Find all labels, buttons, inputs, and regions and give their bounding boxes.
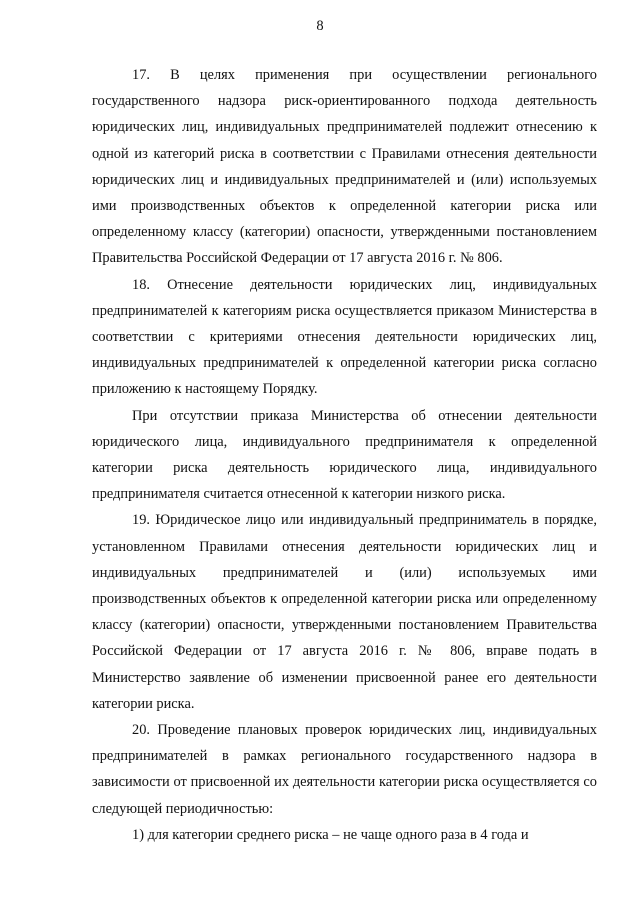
paragraph-17: 17. В целях применения при осуществлении регионального государственного надзора риск-ориентированного подхода деятельность юридических лиц, индивидуальных предпринимателей подлежит отнесению к одной из категорий риска в соответствии с Правилами отнесения деятельности юридических лиц и индивидуальных предпринимателей и (или) используемых ими производственных объектов к определенной категории риска или определенному классу (категории) опасности, утвержденными постановлением Правительства Российской Федерации от 17 августа 2016 г. № 806. xyxy=(92,67,597,267)
paragraph-19: 19. Юридическое лицо или индивидуальный предприниматель в порядке, установленном Правилами отнесения деятельности юридических лиц и индивидуальных предпринимателей и (или) используемых ими производственных объектов к определенной категории риска или определенному классу (категории) опасности, утвержденными постановлением Правительства Российской Федерации от 17 августа 2016 г. № 806, вправе подать в Министерство заявление об изменении присвоенной ранее его деятельности категории риска. xyxy=(92,512,597,712)
paragraph-no-order-default: При отсутствии приказа Министерства об отнесении деятельности юридического лица, индивидуального предпринимателя к определенной категории риска деятельность юридического лица, индивидуального предпринимателя считается отнесенной к категории низкого риска. xyxy=(92,407,597,503)
document-body xyxy=(92,62,597,848)
paragraph-20: 20. Проведение плановых проверок юридических лиц, индивидуальных предпринимателей в рамках регионального государственного надзора в зависимости от присвоенной их деятельности категории риска осуществляется со следующей периодичностью: xyxy=(92,722,597,817)
paragraph-20-item-1: 1) для категории среднего риска – не чаще одного раза в 4 года и xyxy=(132,826,529,843)
paragraph-18: 18. Отнесение деятельности юридических лиц, индивидуальных предпринимателей к категориям риска осуществляется приказом Министерства в соответствии с критериями отнесения деятельности юридических лиц, индивидуальных предпринимателей к определенной категории риска согласно приложению к настоящему Порядку. xyxy=(92,276,597,398)
page-number: 8 xyxy=(316,18,324,34)
